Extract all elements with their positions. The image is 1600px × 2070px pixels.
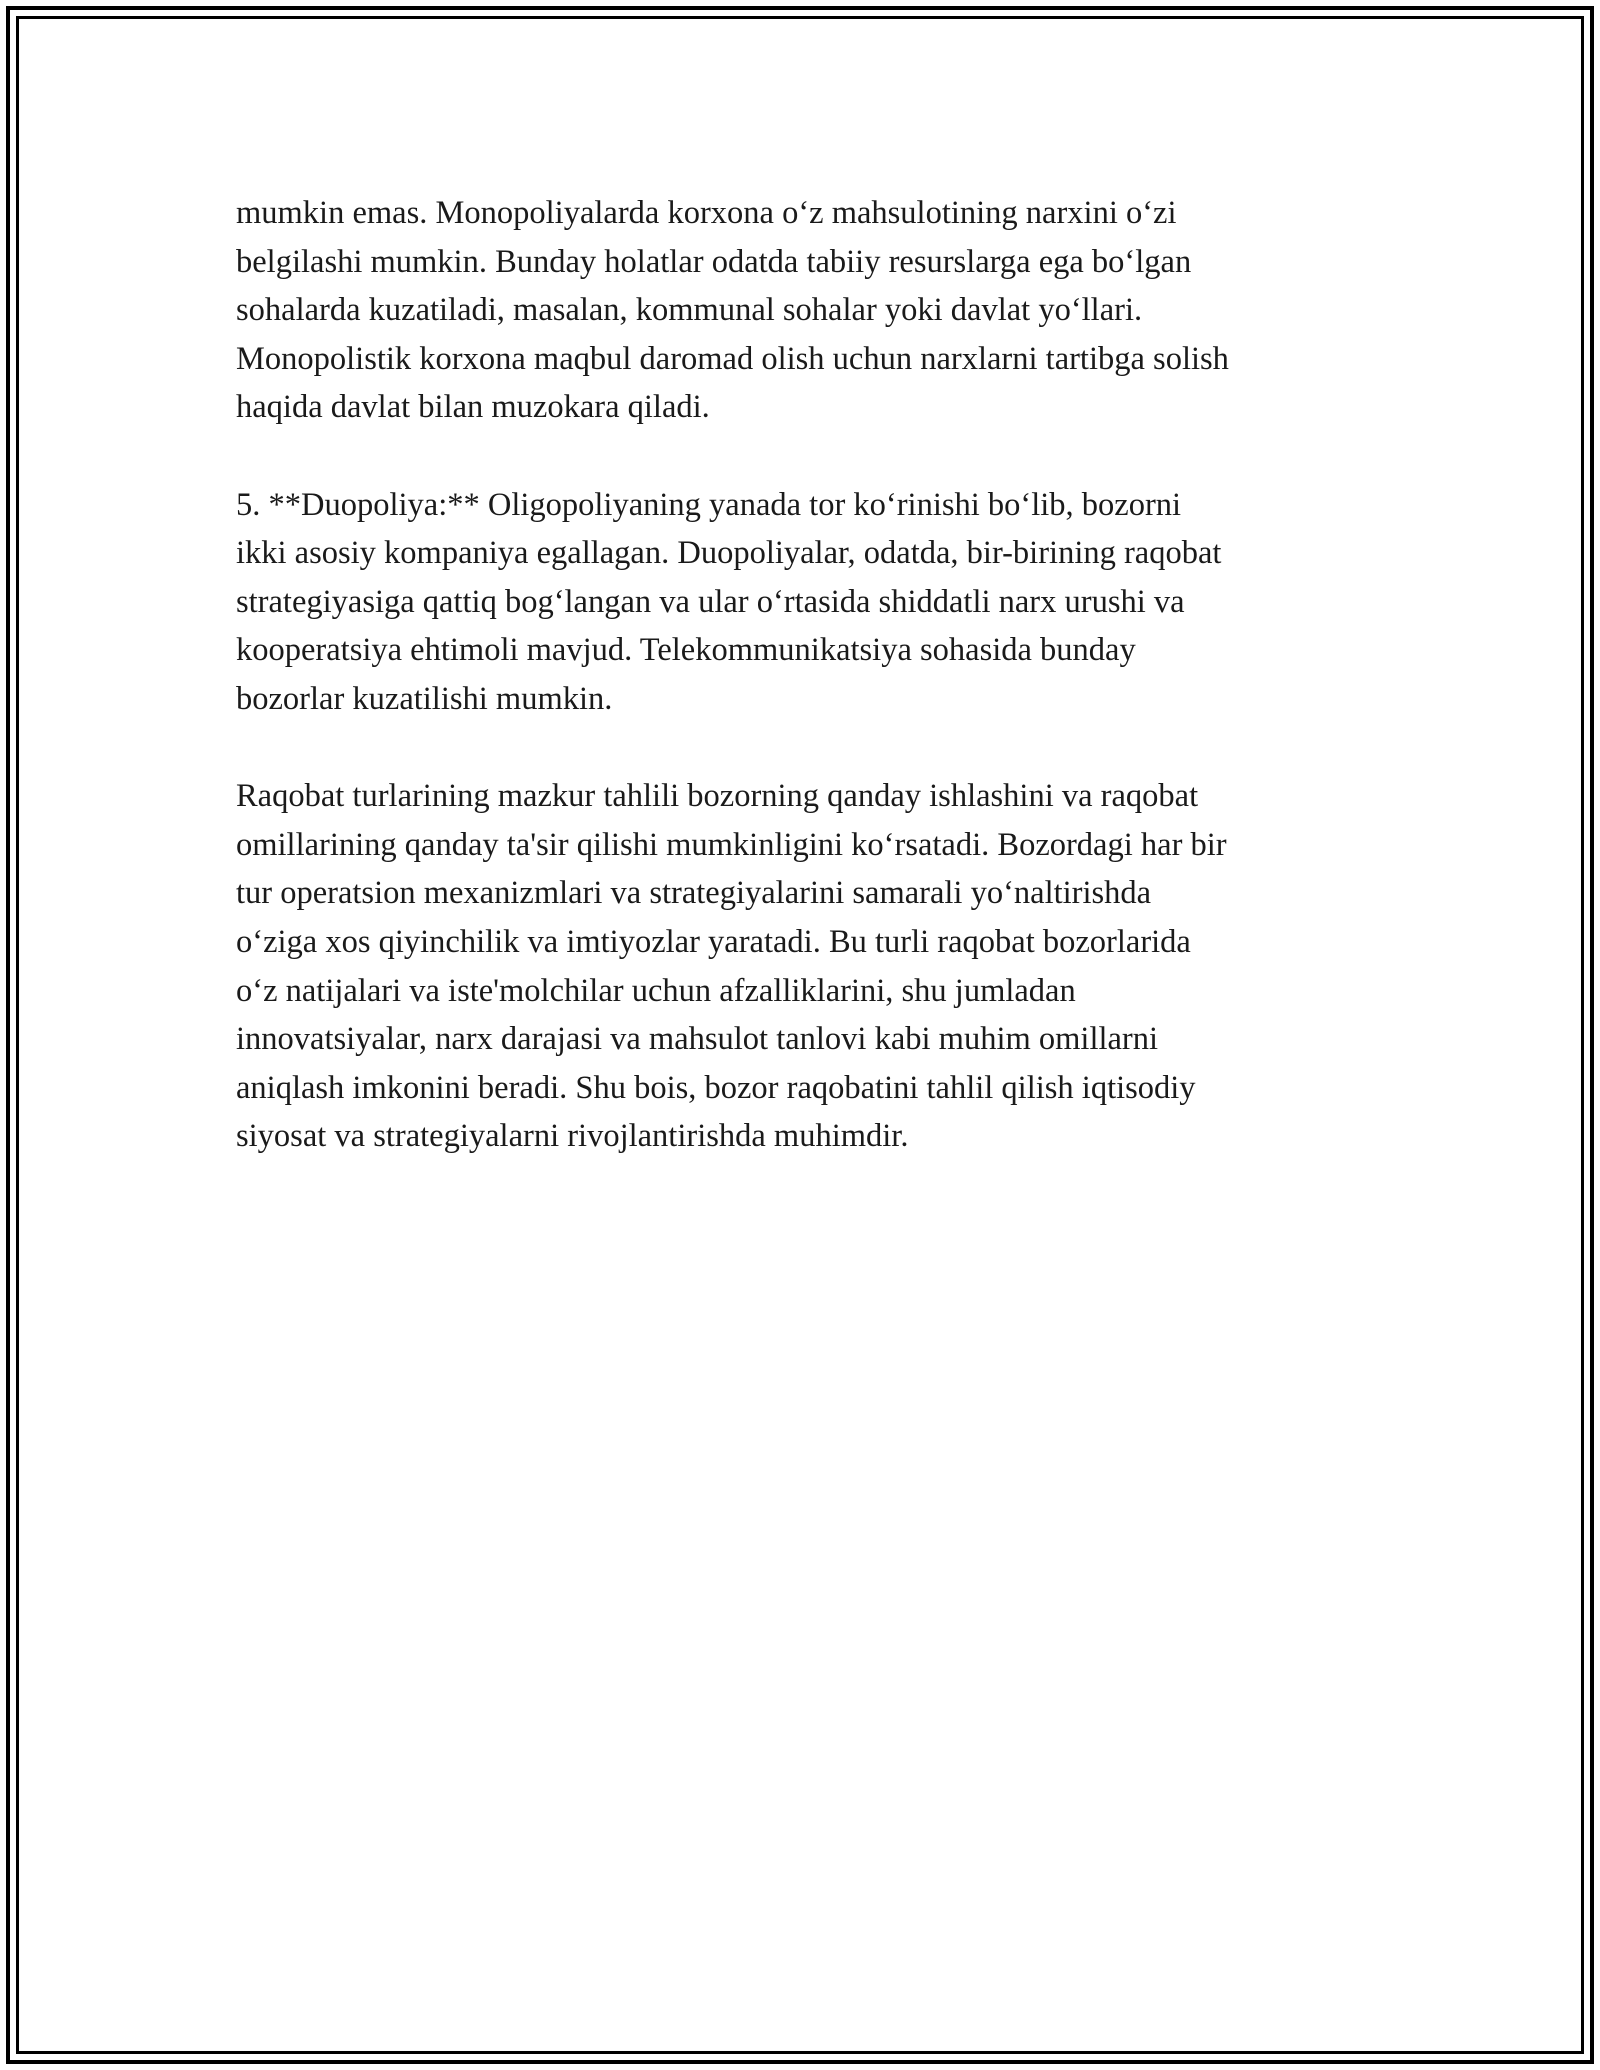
paragraph-duopoly (236, 481, 1366, 724)
text-line: aniqlash imkonini beradi. Shu bois, bozor raqobatini tahlil qilish iqtisodiy (236, 1069, 1196, 1106)
text-line: siyosat va strategiyalarni rivojlantirishda muhimdir. (236, 1118, 909, 1155)
text-line: sohalarda kuzatiladi, masalan, kommunal sohalar yoki davlat yo‘llari. (236, 292, 1143, 329)
text-line: strategiyasiga qattiq bog‘langan va ular o‘rtasida shiddatli narx urushi va (236, 583, 1185, 620)
text-line: o‘z natijalari va iste'molchilar uchun afzalliklarini, shu jumladan (236, 972, 1076, 1009)
text-line: bozorlar kuzatilishi mumkin. (236, 680, 613, 717)
text-line: mumkin emas. Monopoliyalarda korxona o‘z mahsulotining narxini o‘zi (236, 195, 1177, 231)
text-line: innovatsiyalar, narx darajasi va mahsulot tanlovi kabi muhim omillarni (236, 1021, 1159, 1058)
text-line: tur operatsion mexanizmlari va strategiyalarini samarali yo‘naltirishda (236, 875, 1152, 912)
paragraph-monopoly (236, 189, 1366, 432)
text-line: Monopolistik korxona maqbul daromad olish uchun narxlarni tartibga solish (236, 340, 1229, 377)
text-line: kooperatsiya ehtimoli mavjud. Telekommunikatsiya sohasida bunday (236, 632, 1136, 669)
text-line: 5. **Duopoliya:** Oligopoliyaning yanada tor ko‘rinishi bo‘lib, bozorni (236, 486, 1182, 523)
text-line: belgilashi mumkin. Bunday holatlar odatda tabiiy resurslarga ega bo‘lgan (236, 243, 1192, 280)
text-line: Raqobat turlarining mazkur tahlili bozorning qanday ishlashini va raqobat (236, 778, 1199, 815)
text-line: ikki asosiy kompaniya egallagan. Duopoliyalar, odatda, bir-birining raqobat (236, 535, 1222, 572)
document-body (236, 189, 1366, 1209)
paragraph-conclusion (236, 772, 1366, 1161)
text-line: o‘ziga xos qiyinchilik va imtiyozlar yaratadi. Bu turli raqobat bozorlarida (236, 923, 1191, 960)
text-line: haqida davlat bilan muzokara qiladi. (236, 389, 710, 426)
text-line: omillarining qanday ta'sir qilishi mumkinligini ko‘rsatadi. Bozordagi har bir (236, 826, 1227, 863)
